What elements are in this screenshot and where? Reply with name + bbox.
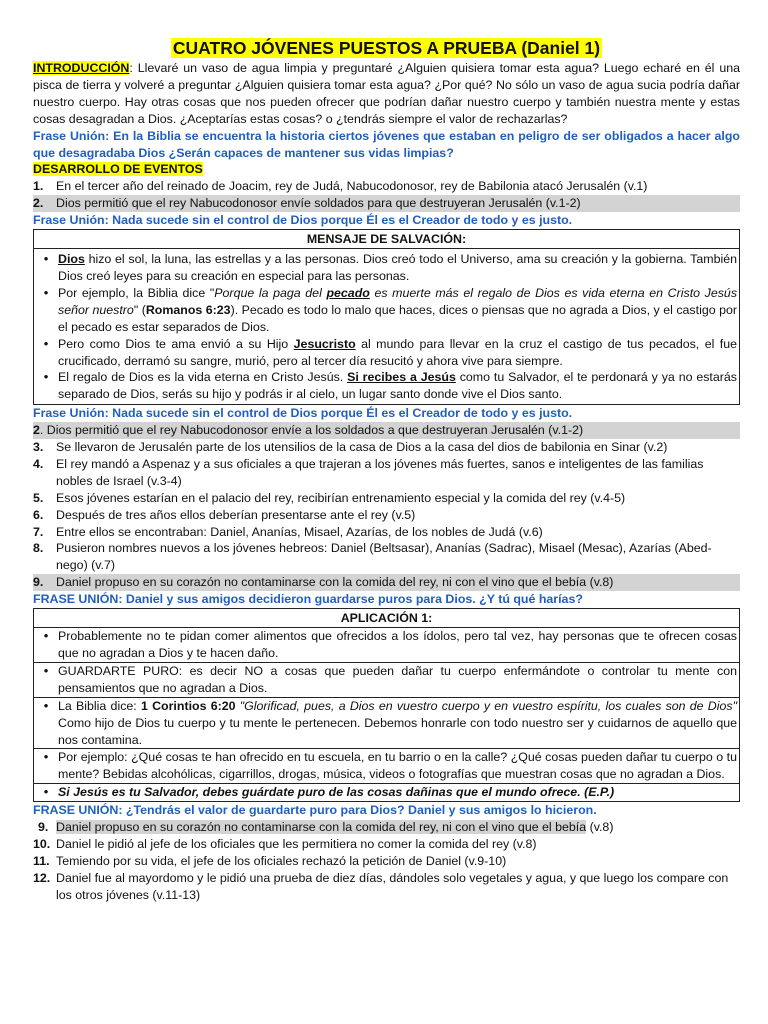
bullet-icon: • <box>43 663 49 678</box>
bullet-icon: • <box>43 750 49 765</box>
document-page <box>33 36 740 904</box>
bullet-icon: • <box>43 252 49 267</box>
union-phrase-2: Frase Unión: Nada sucede sin el control de Dios porque Él es el Creador de todo y es justo. <box>33 213 573 228</box>
list-item: • Dios hizo el sol, la luna, las estrellas y a las personas. Dios creó todo el Universo, ama su creación y la gobierna. También Dios creó leyes para su creación en especial para las personas. <box>34 251 739 285</box>
event-item: 10. Daniel le pidió al jefe de los oficiales que les permitiera no comer la comida del rey (v.8) <box>33 836 537 851</box>
event-item: 4. El rey mandó a Aspenaz y a sus oficiales a que trajeran a los jóvenes más fuertes, sanos e inteligentes de las familias nobles de Israel (v.3-4) <box>33 456 704 488</box>
event-item: 6. Después de tres años ellos deberían presentarse ante el rey (v.5) <box>33 507 416 522</box>
union-phrase-1: Frase Unión: En la Biblia se encuentra la historia ciertos jóvenes que estaban en peligro de ser obligados a hacer algo que desagradaba Dios ¿Serán capaces de mantener sus vidas limpias? <box>33 128 740 160</box>
intro-text: : Llevaré un vaso de agua limpia y preguntaré ¿Alguien quisiera tomar esta agua? Luego echaré en él una pisca de tierra y volveré a preguntar ¿Alguien quisiera tomar esta agua? ¿Por qué? No sólo un vaso de agua sucia podría dañar nuestro cuerpo. Hay otras cosas que nos pueden ofrecer que podrían dañar nuestro cuerpo y también nuestra mente y estas cosas desagradan a Dios. ¿Aceptarías estas cosas? o ¿tendrás siempre el valor de rechazarlas? <box>33 61 740 126</box>
application-list <box>34 628 739 801</box>
application-box <box>33 608 740 802</box>
application-title: APLICACIÓN 1: <box>34 609 739 628</box>
page-title: CUATRO JÓVENES PUESTOS A PRUEBA (Daniel 1) <box>172 38 601 58</box>
event-item: 11. Temiendo por su vida, el jefe de los oficiales rechazó la petición de Daniel (v.9-10) <box>33 853 507 868</box>
event-item-highlighted: 2 . Dios permitió que el rey Nabucodonosor envíe a los soldados a que destruyeran Jerusalén (v.1-2) <box>33 422 740 439</box>
list-item: • Si Jesús es tu Salvador, debes guárdate puro de las cosas dañinas que el mundo ofrece. (E.P.) <box>34 784 739 801</box>
event-item-highlighted: 2. Dios permitió que el rey Nabucodonosor envíe soldados para que destruyeran Jerusalén (v.1-2) <box>33 195 740 212</box>
salvation-title: MENSAJE DE SALVACIÓN: <box>34 230 739 249</box>
event-item-highlighted: 9. Daniel propuso en su corazón no contaminarse con la comida del rey, ni con el vino que el bebía (v.8) <box>38 820 614 835</box>
event-item: 5. Esos jóvenes estarían en el palacio del rey, recibirían entrenamiento especial y la comida del rey (v.4-5) <box>33 490 626 505</box>
bullet-icon: • <box>43 370 49 385</box>
list-item: • El regalo de Dios es la vida eterna en Cristo Jesús. Si recibes a Jesús como tu Salvador, el te perdonará y ya no estarás separado de Dios, serás su hijo y podrás ir al cielo, un lugar santo donde vive el Dios santo. <box>34 369 739 403</box>
intro-paragraph <box>33 60 740 128</box>
event-item: 12. Daniel fue al mayordomo y le pidió una prueba de diez días, dándoles solo vegetales y agua, y que luego los compare con los otros jóvenes (v.11-13) <box>33 870 729 902</box>
desarrollo-heading: DESARROLLO DE EVENTOS <box>33 162 203 177</box>
salvation-list <box>34 249 739 404</box>
bullet-icon: • <box>43 698 49 713</box>
union-phrase-5: FRASE UNIÓN: ¿Tendrás el valor de guardarte puro para Dios? Daniel y sus amigos lo hicieron. <box>33 803 597 818</box>
union-phrase-4: FRASE UNIÓN: Daniel y sus amigos decidieron guardarse puros para Dios. ¿Y tú qué harías? <box>33 592 583 607</box>
list-item: • GUARDARTE PURO: es decir NO a cosas que pueden dañar tu cuerpo enfermándote o controlar tu mente con pensamientos que no agradan a Dios. <box>34 663 739 698</box>
list-item: • Probablemente no te pidan comer alimentos que ofrecidos a los ídolos, pero tal vez, hay personas que te ofrecen cosas que no agradan a Dios y te hacen daño. <box>34 628 739 663</box>
event-item-highlighted: 9. Daniel propuso en su corazón no contaminarse con la comida del rey, ni con el vino que el bebía (v.8) <box>33 574 740 591</box>
salvation-box <box>33 229 740 405</box>
list-item: • Pero como Dios te ama envió a su Hijo Jesucristo al mundo para llevar en la cruz el castigo de tus pecados, el fue crucificado, derramó su sangre, murió, pero al tercer día resucitó y ahora vive para siempre. <box>34 336 739 370</box>
event-item: 3. Se llevaron de Jerusalén parte de los utensilios de la casa de Dios a la casa del dios de babilonia en Sinar (v.2) <box>33 440 668 455</box>
list-item: • Por ejemplo, la Biblia dice "Porque la paga del pecado es muerte más el regalo de Dios es vida eterna en Cristo Jesús señor nuestro" (Romanos 6:23). Pecado es todo lo malo que haces, dices o piensas que no agrada a Dios, y el castigo por el pecado es estar separados de Dios. <box>34 285 739 336</box>
list-item: • Por ejemplo: ¿Qué cosas te han ofrecido en tu escuela, en tu barrio o en la calle? ¿Qué cosas pueden dañar tu cuerpo o tu mente? Bebidas alcohólicas, cigarrillos, drogas, música, videos o fotografías que muestran cosas que no agradan a Dios. <box>34 749 739 784</box>
union-phrase-3: Frase Unión: Nada sucede sin el control de Dios porque Él es el Creador de todo y es justo. <box>33 406 573 421</box>
event-item: 8. Pusieron nombres nuevos a los jóvenes hebreos: Daniel (Beltsasar), Ananías (Sadrac), Misael (Mesac), Azarías (Abed-nego) (v.7) <box>33 541 712 573</box>
list-item: • La Biblia dice: 1 Corintios 6:20 "Glorificad, pues, a Dios en vuestro cuerpo y en vuestro espíritu, los cuales son de Dios" Como hijo de Dios tu cuerpo y tu mente le pertenecen. Debemos honrarle con todo nuestro ser y cuidarnos de aquello que nos contamina. <box>34 698 739 750</box>
event-item: 1. En el tercer año del reinado de Joacim, rey de Judá, Nabucodonosor, rey de Babilonia atacó Jerusalén (v.1) <box>33 179 648 194</box>
intro-label: INTRODUCCIÓN <box>33 61 130 75</box>
bullet-icon: • <box>43 336 49 351</box>
bullet-icon: • <box>43 629 49 644</box>
bullet-icon: • <box>43 785 49 800</box>
bullet-icon: • <box>43 285 49 300</box>
event-item: 7. Entre ellos se encontraban: Daniel, Ananías, Misael, Azarías, de los nobles de Judá (v.6) <box>33 524 543 539</box>
